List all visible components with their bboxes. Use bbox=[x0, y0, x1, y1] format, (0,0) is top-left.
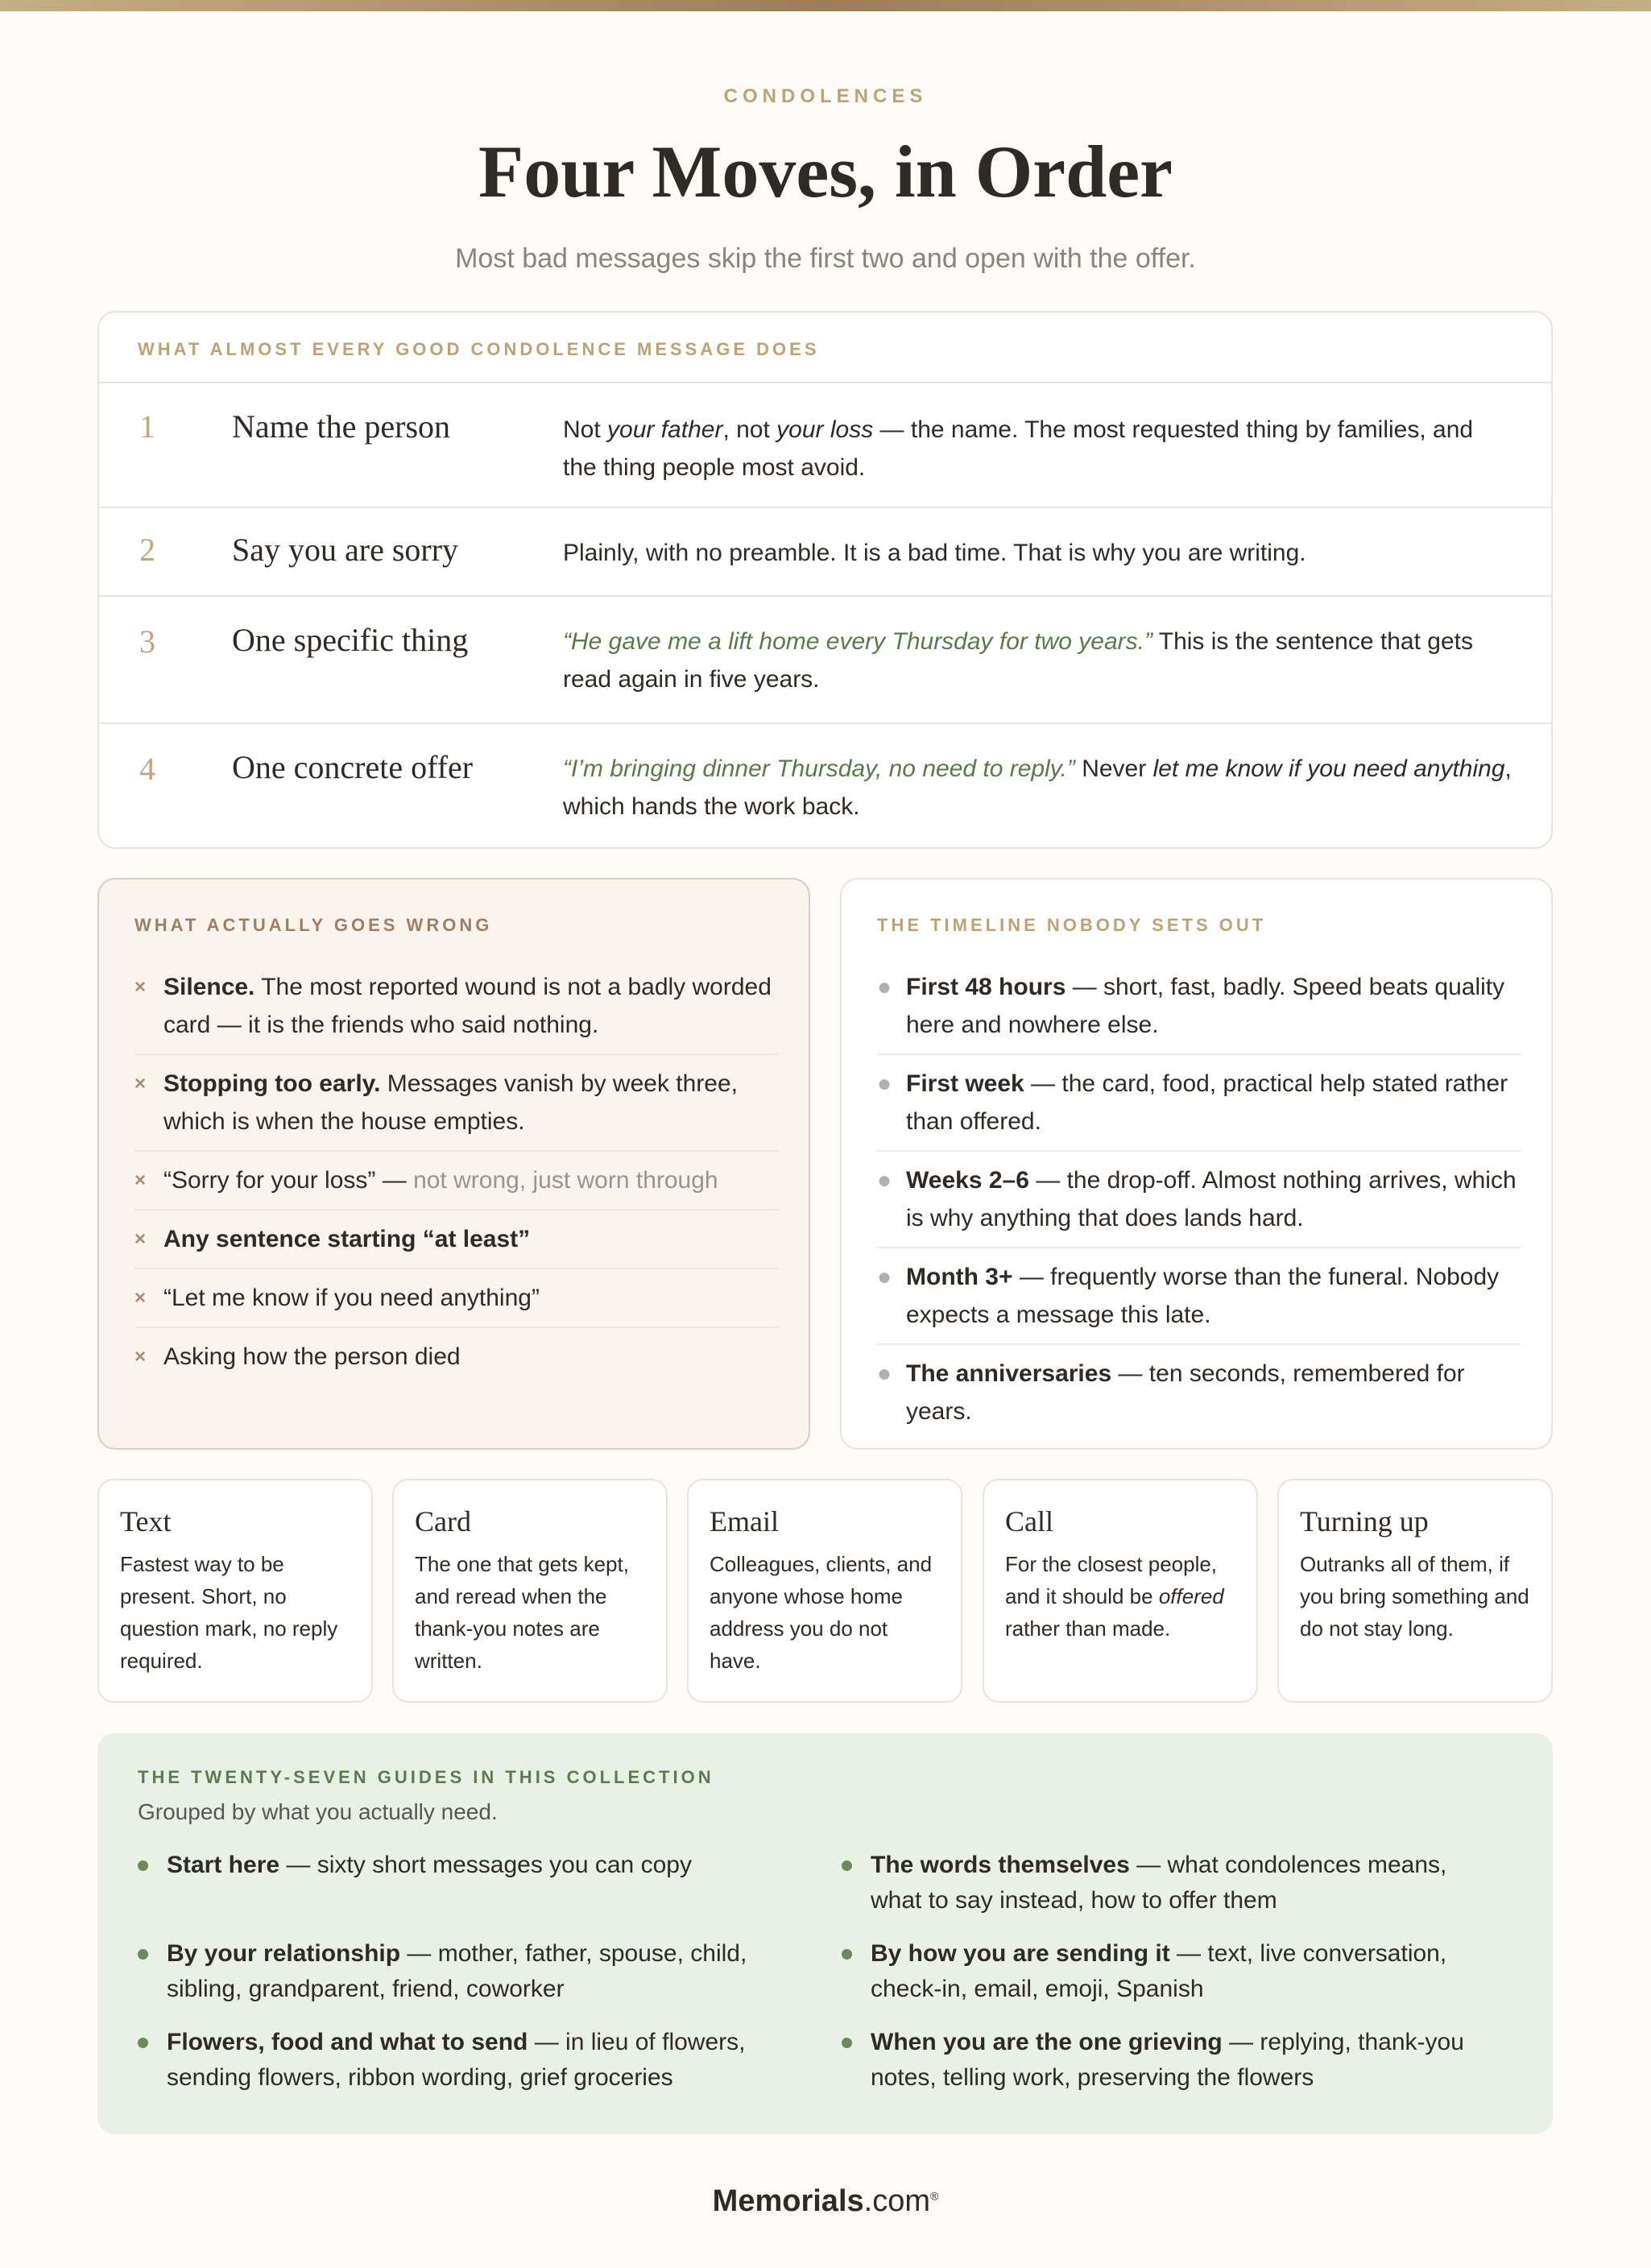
list-item: × “Sorry for your loss” — not wrong, just worn through bbox=[134, 1161, 779, 1211]
what-goes-wrong-panel bbox=[97, 878, 810, 1450]
guide-link-words-themselves[interactable]: The words themselves — what condolences means, what to say instead, how to offer them bbox=[842, 1848, 1486, 1918]
move-description: “I’m bringing dinner Thursday, no need to reply.” Never let me know if you need anything, which hands the work back. bbox=[563, 755, 1512, 820]
move-row-1 bbox=[99, 383, 1551, 508]
wrong-list bbox=[134, 968, 779, 1395]
move-number: 2 bbox=[139, 532, 155, 568]
guides-collection-panel bbox=[97, 1733, 1553, 2134]
move-name: Say you are sorry bbox=[232, 532, 459, 568]
bullet-icon: ● bbox=[877, 974, 892, 1000]
move-description: “He gave me a lift home every Thursday for two years.” This is the sentence that gets read again in five years. bbox=[563, 628, 1473, 693]
move-number: 1 bbox=[139, 408, 155, 445]
card-text: Fastest way to be present. Short, no question mark, no reply required. bbox=[120, 1552, 338, 1673]
cross-icon: × bbox=[134, 1346, 147, 1368]
card-title: Text bbox=[120, 1505, 172, 1538]
timeline-list bbox=[877, 968, 1521, 1450]
cross-icon: × bbox=[134, 1073, 147, 1095]
cross-icon: × bbox=[134, 1169, 147, 1191]
timeline-heading: THE TIMELINE NOBODY SETS OUT bbox=[877, 915, 1267, 935]
move-description: Not your father, not your loss — the name. The most requested thing by families, and the thing people most avoid. bbox=[563, 416, 1474, 481]
move-number: 3 bbox=[139, 623, 155, 660]
move-name: One specific thing bbox=[232, 622, 469, 658]
card-text: The one that gets kept, and reread when the thank-you notes are written. bbox=[415, 1552, 629, 1673]
card-title: Turning up bbox=[1300, 1505, 1429, 1538]
card-text: Outranks all of them, if you bring something and do not stay long. bbox=[1300, 1552, 1529, 1641]
wrong-heading: WHAT ACTUALLY GOES WRONG bbox=[134, 915, 493, 935]
cross-icon: × bbox=[134, 1287, 147, 1309]
list-item: ● First week — the card, food, practical help stated rather than offered. bbox=[877, 1065, 1521, 1152]
bullet-icon: ● bbox=[877, 1360, 892, 1387]
list-item: × Stopping too early. Messages vanish by week three, which is when the house empties. bbox=[134, 1065, 779, 1152]
channel-card-text bbox=[97, 1479, 373, 1703]
guide-link-start-here[interactable]: Start here — sixty short messages you can copy bbox=[138, 1848, 782, 1883]
card-text: For the closest people, and it should be offered rather than made. bbox=[1005, 1552, 1224, 1641]
eyebrow-label: CONDOLENCES bbox=[723, 85, 928, 107]
top-accent-bar bbox=[0, 0, 1651, 11]
channel-card-email bbox=[687, 1479, 962, 1703]
list-item: ● Weeks 2–6 — the drop-off. Almost nothing arrives, which is why anything that does lands hard. bbox=[877, 1161, 1521, 1248]
guide-link-flowers-food[interactable]: Flowers, food and what to send — in lieu of flowers, sending flowers, ribbon wording, grief groceries bbox=[138, 2025, 782, 2096]
bullet-icon: ● bbox=[877, 1070, 892, 1097]
move-name: One concrete offer bbox=[232, 749, 474, 785]
list-item: × Silence. The most reported wound is not a badly worded card — it is the friends who said nothing. bbox=[134, 968, 779, 1055]
guide-link-by-sending-method[interactable]: By how you are sending it — text, live conversation, check-in, email, emoji, Spanish bbox=[842, 1936, 1486, 2007]
list-item: × “Let me know if you need anything” bbox=[134, 1279, 779, 1328]
guides-heading: THE TWENTY-SEVEN GUIDES IN THIS COLLECTION bbox=[138, 1767, 714, 1787]
page-title: Four Moves, in Order bbox=[478, 130, 1173, 213]
list-item: ● Month 3+ — frequently worse than the funeral. Nobody expects a message this late. bbox=[877, 1258, 1521, 1345]
page-subtitle: Most bad messages skip the first two and open with the offer. bbox=[455, 243, 1196, 274]
channel-card-turning-up bbox=[1277, 1479, 1553, 1703]
move-number: 4 bbox=[139, 751, 155, 787]
list-item: × Asking how the person died bbox=[134, 1338, 779, 1385]
list-item: ● First 48 hours — short, fast, badly. Speed beats quality here and nowhere else. bbox=[877, 968, 1521, 1055]
card-text: Colleagues, clients, and anyone whose home address you do not have. bbox=[710, 1552, 933, 1673]
list-item: × Any sentence starting “at least” bbox=[134, 1220, 779, 1269]
bullet-icon: ● bbox=[877, 1167, 892, 1194]
timeline-panel bbox=[840, 878, 1553, 1450]
channel-card-card bbox=[392, 1479, 668, 1703]
four-moves-table bbox=[97, 311, 1553, 849]
move-name: Name the person bbox=[232, 408, 451, 445]
card-title: Email bbox=[710, 1505, 779, 1538]
cross-icon: × bbox=[134, 1228, 147, 1250]
move-row-2 bbox=[99, 508, 1551, 597]
move-description: Plainly, with no preamble. It is a bad time. That is why you are writing. bbox=[563, 540, 1306, 566]
move-row-4 bbox=[99, 724, 1551, 849]
guide-link-by-relationship[interactable]: By your relationship — mother, father, spouse, child, sibling, grandparent, friend, coworker bbox=[138, 1936, 782, 2007]
guides-subheading: Grouped by what you actually need. bbox=[138, 1799, 498, 1824]
card-title: Call bbox=[1005, 1505, 1053, 1538]
list-item: ● The anniversaries — ten seconds, remembered for years. bbox=[877, 1355, 1521, 1440]
memorials-logo[interactable]: Memorials.com® bbox=[712, 2184, 939, 2218]
cross-icon: × bbox=[134, 976, 147, 998]
card-title: Card bbox=[415, 1505, 471, 1538]
move-row-3 bbox=[99, 597, 1551, 724]
bullet-icon: ● bbox=[877, 1264, 892, 1290]
guide-link-grieving[interactable]: When you are the one grieving — replying, thank-you notes, telling work, preserving the flowers bbox=[842, 2025, 1486, 2096]
moves-heading: WHAT ALMOST EVERY GOOD CONDOLENCE MESSAGE DOES bbox=[99, 312, 1551, 383]
channel-card-call bbox=[983, 1479, 1258, 1703]
